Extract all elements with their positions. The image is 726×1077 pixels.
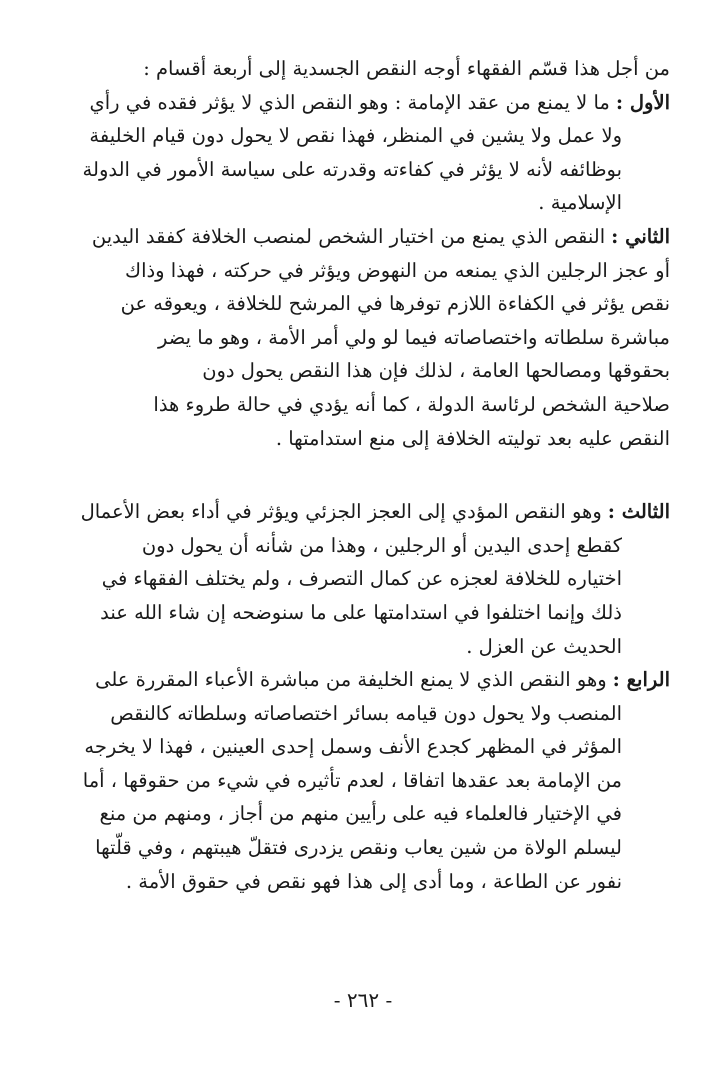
item-line: النقص عليه بعد توليته الخلافة إلى منع استدامتها . bbox=[275, 426, 670, 450]
item-line: اختياره للخلافة لعجزه عن كمال التصرف ، ولم يختلف الفقهاء في bbox=[101, 567, 622, 591]
item-line: الإسلامية . bbox=[538, 191, 622, 215]
item-first-line: ما لا يمنع من عقد الإمامة : وهو النقص الذي لا يؤثر فقده في رأي bbox=[89, 90, 610, 114]
page-number: - ٢٦٢ - bbox=[333, 988, 393, 1012]
item-third bbox=[56, 495, 670, 663]
item-first-line: وهو النقص المؤدي إلى العجز الجزئي ويؤثر في أداء بعض الأعمال bbox=[80, 500, 602, 524]
item-line: مباشرة سلطاته واختصاصاته فيما لو ولي أمر الأمة ، وهو ما يضر bbox=[157, 325, 670, 349]
item-line: المؤثر في المظهر كجدع الأنف وسمل إحدى العينين ، فهذا لا يخرجه bbox=[84, 735, 622, 759]
item-line: بحقوقها ومصالحها العامة ، لذلك فإن هذا النقص يحول دون bbox=[202, 359, 670, 383]
item-label: الرابع : bbox=[612, 668, 670, 692]
item-first-line: النقص الذي يمنع من اختيار الشخص لمنصب الخلافة كفقد اليدين bbox=[91, 224, 606, 248]
item-line: نفور عن الطاعة ، وما أدى إلى هذا فهو نقص في حقوق الأمة . bbox=[125, 869, 622, 893]
item-line: نقص يؤثر في الكفاءة اللازم توفرها في المرشح للخلافة ، ويعوقه عن bbox=[120, 292, 670, 316]
intro-line: من أجل هذا قسّم الفقهاء أوجه النقص الجسدية إلى أربعة أقسام : bbox=[143, 57, 670, 80]
item-first bbox=[56, 86, 670, 220]
item-fourth bbox=[56, 663, 670, 898]
item-line: المنصب ولا يحول دون قيامه بسائر اختصاصاته وسلطاته كالنقص bbox=[110, 701, 622, 725]
page-body bbox=[56, 52, 670, 898]
item-second bbox=[56, 220, 670, 455]
item-label: الثاني : bbox=[611, 224, 670, 248]
item-label: الثالث : bbox=[607, 500, 670, 524]
item-line: أو عجز الرجلين الذي يمنعه من النهوض ويؤثر في حركته ، فهذا وذاك bbox=[125, 258, 670, 282]
item-label: الأول : bbox=[615, 90, 670, 114]
item-line: ليسلم الولاة من شين يعاب ونقص يزدرى فتقلّ هيبتهم ، وفي قلّتها bbox=[95, 836, 622, 860]
item-line: في الإختيار فالعلماء فيه على رأيين منهم من أجاز ، ومنهم من منع bbox=[99, 802, 622, 826]
item-line: الحديث عن العزل . bbox=[466, 634, 622, 658]
item-line: كقطع إحدى اليدين أو الرجلين ، وهذا من شأنه أن يحول دون bbox=[141, 533, 622, 557]
paragraph-gap bbox=[56, 455, 670, 495]
item-line: ذلك وإنما اختلفوا في استدامتها على ما سنوضحه إن شاء الله عند bbox=[100, 600, 622, 624]
item-line: بوظائفه لأنه لا يؤثر في كفاءته وقدرته على سياسة الأمور في الدولة bbox=[82, 157, 622, 181]
item-line: من الإمامة بعد عقدها اتفاقا ، لعدم تأثيره في شيء من حقوقها ، أما bbox=[82, 768, 622, 792]
item-line: صلاحية الشخص لرئاسة الدولة ، كما أنه يؤدي في حالة طروء هذا bbox=[153, 392, 670, 416]
item-first-line: وهو النقص الذي لا يمنع الخليفة من مباشرة الأعباء المقررة على bbox=[95, 668, 607, 692]
item-line: ولا عمل ولا يشين في المنظر، فهذا نقص لا يحول دون قيام الخليفة bbox=[89, 124, 622, 148]
